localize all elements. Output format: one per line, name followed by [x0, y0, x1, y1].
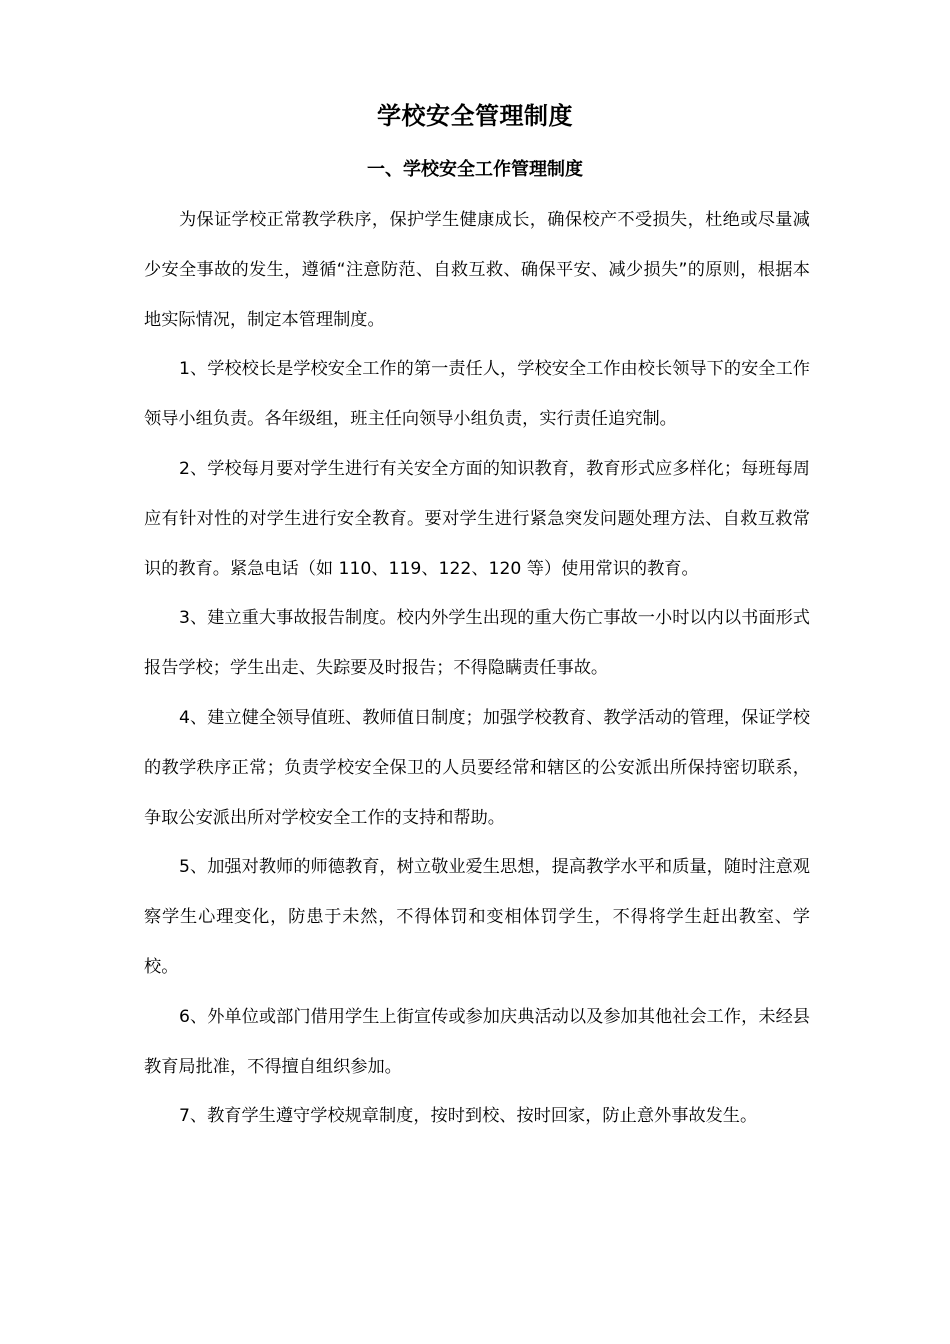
paragraph-item-7: 7、教育学生遵守学校规章制度，按时到校、按时回家，防止意外事故发生。 [179, 1106, 758, 1127]
paragraph-intro: 为保证学校正常教学秩序，保护学生健康成长，确保校产不受损失，杜绝或尽量减少安全事故的发生，遵循“注意防范、自救互救、确保平安、减少损失”的原则，根据本地实际情况，制定本管理制度。 [144, 210, 810, 330]
paragraph-item-3: 3、建立重大事故报告制度。校内外学生出现的重大伤亡事故一小时以内以书面形式报告学校；学生出走、失踪要及时报告；不得隐瞒责任事故。 [144, 608, 810, 679]
document-title: 学校安全管理制度 [377, 102, 573, 130]
document-body [144, 196, 810, 1142]
section-heading: 一、学校安全工作管理制度 [367, 159, 583, 180]
paragraph-item-2: 2、学校每月要对学生进行有关安全方面的知识教育，教育形式应多样化；每班每周应有针对性的对学生进行安全教育。要对学生进行紧急突发问题处理方法、自救互救常识的教育。紧急电话（如 110、119、122、120 等）使用常识的教育。 [144, 458, 810, 579]
paragraph-item-1: 1、学校校长是学校安全工作的第一责任人，学校安全工作由校长领导下的安全工作领导小组负责。各年级组，班主任向领导小组负责，实行责任追究制。 [144, 359, 810, 430]
paragraph-item-6: 6、外单位或部门借用学生上街宣传或参加庆典活动以及参加其他社会工作，未经县教育局批准，不得擅自组织参加。 [144, 1006, 810, 1077]
paragraph-item-4: 4、建立健全领导值班、教师值日制度；加强学校教育、教学活动的管理，保证学校的教学秩序正常；负责学校安全保卫的人员要经常和辖区的公安派出所保持密切联系，争取公安派出所对学校安全工作的支持和帮助。 [144, 707, 810, 828]
paragraph-item-5: 5、加强对教师的师德教育，树立敬业爱生思想，提高教学水平和质量，随时注意观察学生心理变化，防患于未然，不得体罚和变相体罚学生，不得将学生赶出教室、学校。 [144, 857, 810, 977]
